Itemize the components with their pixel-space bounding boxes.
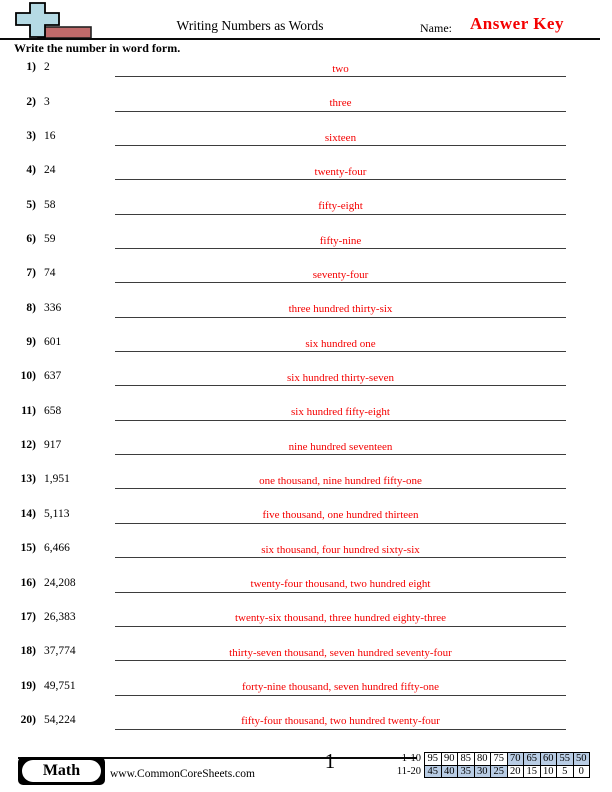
problem-number: 3) xyxy=(26,130,36,143)
problem-row xyxy=(0,661,612,695)
name-label: Name: xyxy=(420,21,452,35)
problem-number: 11) xyxy=(21,404,36,417)
answer-text: twenty-four xyxy=(314,165,367,178)
score-row xyxy=(387,765,590,778)
problem-value: 24,208 xyxy=(44,576,76,589)
answer-text: sixteen xyxy=(324,131,357,144)
problem-number: 15) xyxy=(20,542,36,555)
problem-value: 54,224 xyxy=(44,713,76,726)
answer-text: one thousand, nine hundred fifty-one xyxy=(259,474,422,487)
problem-value: 658 xyxy=(44,404,62,417)
problem-value: 26,383 xyxy=(44,610,76,623)
instruction-text: Write the number in word form. xyxy=(14,41,181,55)
problem-number: 7) xyxy=(26,267,36,280)
problem-value: 59 xyxy=(44,233,56,246)
answer-text: three hundred thirty-six xyxy=(288,303,393,316)
problem-number: 5) xyxy=(26,198,36,211)
score-cell: 30 xyxy=(474,765,491,778)
problem-row xyxy=(0,421,612,455)
score-row xyxy=(387,753,590,766)
problem-number: 14) xyxy=(20,507,36,520)
commoncoresheets-plus-logo-icon xyxy=(13,1,95,43)
score-cell: 95 xyxy=(425,753,442,766)
problem-number: 17) xyxy=(20,610,36,623)
problem-number: 4) xyxy=(26,164,36,177)
problem-row xyxy=(0,215,612,249)
problems-list xyxy=(0,43,612,730)
website-text: www.CommonCoreSheets.com xyxy=(110,768,255,780)
problem-value: 1,951 xyxy=(44,473,70,486)
score-cell: 65 xyxy=(524,753,541,766)
problem-row xyxy=(0,77,612,111)
answer-text: five thousand, one hundred thirteen xyxy=(262,509,419,522)
problem-number: 20) xyxy=(20,713,36,726)
answer-text: forty-nine thousand, seven hundred fifty-one xyxy=(241,681,440,694)
problem-row xyxy=(0,180,612,214)
problem-row xyxy=(0,283,612,317)
score-cell: 45 xyxy=(425,765,442,778)
problem-row xyxy=(0,593,612,627)
score-cell: 15 xyxy=(524,765,541,778)
answer-key-text: Answer Key xyxy=(470,14,564,33)
score-cell: 20 xyxy=(507,765,524,778)
problem-number: 10) xyxy=(20,370,36,383)
problem-value: 5,113 xyxy=(44,507,70,520)
problem-value: 58 xyxy=(44,198,56,211)
problem-value: 917 xyxy=(44,439,62,452)
problem-number: 8) xyxy=(26,301,36,314)
score-cell: 25 xyxy=(491,765,508,778)
problem-row xyxy=(0,558,612,592)
problem-number: 12) xyxy=(20,439,36,452)
problem-value: 6,466 xyxy=(44,542,70,555)
problem-row xyxy=(0,43,612,77)
answer-text: fifty-nine xyxy=(319,234,362,247)
score-cell: 40 xyxy=(441,765,458,778)
problem-number: 18) xyxy=(20,645,36,658)
answer-text: six hundred one xyxy=(305,337,376,350)
answer-text: two xyxy=(332,62,349,75)
problem-row xyxy=(0,249,612,283)
problem-value: 2 xyxy=(44,61,50,74)
problem-value: 74 xyxy=(44,267,56,280)
problem-number: 6) xyxy=(26,233,36,246)
problem-row xyxy=(0,318,612,352)
score-cell: 85 xyxy=(458,753,475,766)
problem-number: 9) xyxy=(26,336,36,349)
problem-value: 336 xyxy=(44,301,62,314)
score-table-body xyxy=(387,753,590,778)
score-cell: 5 xyxy=(557,765,574,778)
page-number: 1 xyxy=(324,749,336,773)
problem-number: 16) xyxy=(20,576,36,589)
problem-row xyxy=(0,112,612,146)
answer-line xyxy=(115,729,566,730)
problem-value: 601 xyxy=(44,336,62,349)
page-title: Writing Numbers as Words xyxy=(176,18,324,33)
score-table xyxy=(387,752,590,778)
problem-row xyxy=(0,696,612,730)
problem-value: 24 xyxy=(44,164,56,177)
score-cell: 50 xyxy=(573,753,590,766)
problem-number: 1) xyxy=(26,61,36,74)
subject-badge xyxy=(18,757,105,785)
subject-badge-label: Math xyxy=(22,760,101,782)
answer-text: twenty-four thousand, two hundred eight xyxy=(250,578,431,590)
problem-value: 16 xyxy=(44,130,56,143)
score-row-label: 1-10 xyxy=(401,753,421,765)
answer-text: fifty-four thousand, two hundred twenty-four xyxy=(241,715,440,728)
answer-text: thirty-seven thousand, seven hundred seventy-four xyxy=(229,646,452,659)
answer-text: six hundred fifty-eight xyxy=(291,406,390,419)
problem-number: 2) xyxy=(26,95,36,108)
score-cell: 80 xyxy=(474,753,491,766)
answer-text: nine hundred seventeen xyxy=(288,440,393,453)
score-row-label: 11-20 xyxy=(396,765,421,777)
problem-row xyxy=(0,146,612,180)
score-cell: 75 xyxy=(491,753,508,766)
problem-row xyxy=(0,627,612,661)
problem-value: 637 xyxy=(44,370,62,383)
answer-text: seventy-four xyxy=(312,268,369,281)
answer-text: three xyxy=(329,97,352,110)
score-cell: 35 xyxy=(458,765,475,778)
score-cell: 60 xyxy=(540,753,557,766)
answer-text: fifty-eight xyxy=(318,200,363,213)
problem-row xyxy=(0,386,612,420)
problem-number: 13) xyxy=(20,473,36,486)
problem-value: 37,774 xyxy=(44,645,76,658)
problem-row xyxy=(0,489,612,523)
score-cell: 10 xyxy=(540,765,557,778)
score-cell: 0 xyxy=(573,765,590,778)
problem-value: 49,751 xyxy=(44,679,76,692)
answer-text: six hundred thirty-seven xyxy=(287,371,394,384)
problem-row xyxy=(0,524,612,558)
score-cell: 70 xyxy=(507,753,524,766)
problem-row xyxy=(0,352,612,386)
score-cell: 90 xyxy=(441,753,458,766)
problem-value: 3 xyxy=(44,95,50,108)
score-cell: 55 xyxy=(557,753,574,766)
answer-text: six thousand, four hundred sixty-six xyxy=(261,543,420,556)
problem-number: 19) xyxy=(20,679,36,692)
problem-row xyxy=(0,455,612,489)
answer-text: twenty-six thousand, three hundred eighty-three xyxy=(234,612,447,625)
